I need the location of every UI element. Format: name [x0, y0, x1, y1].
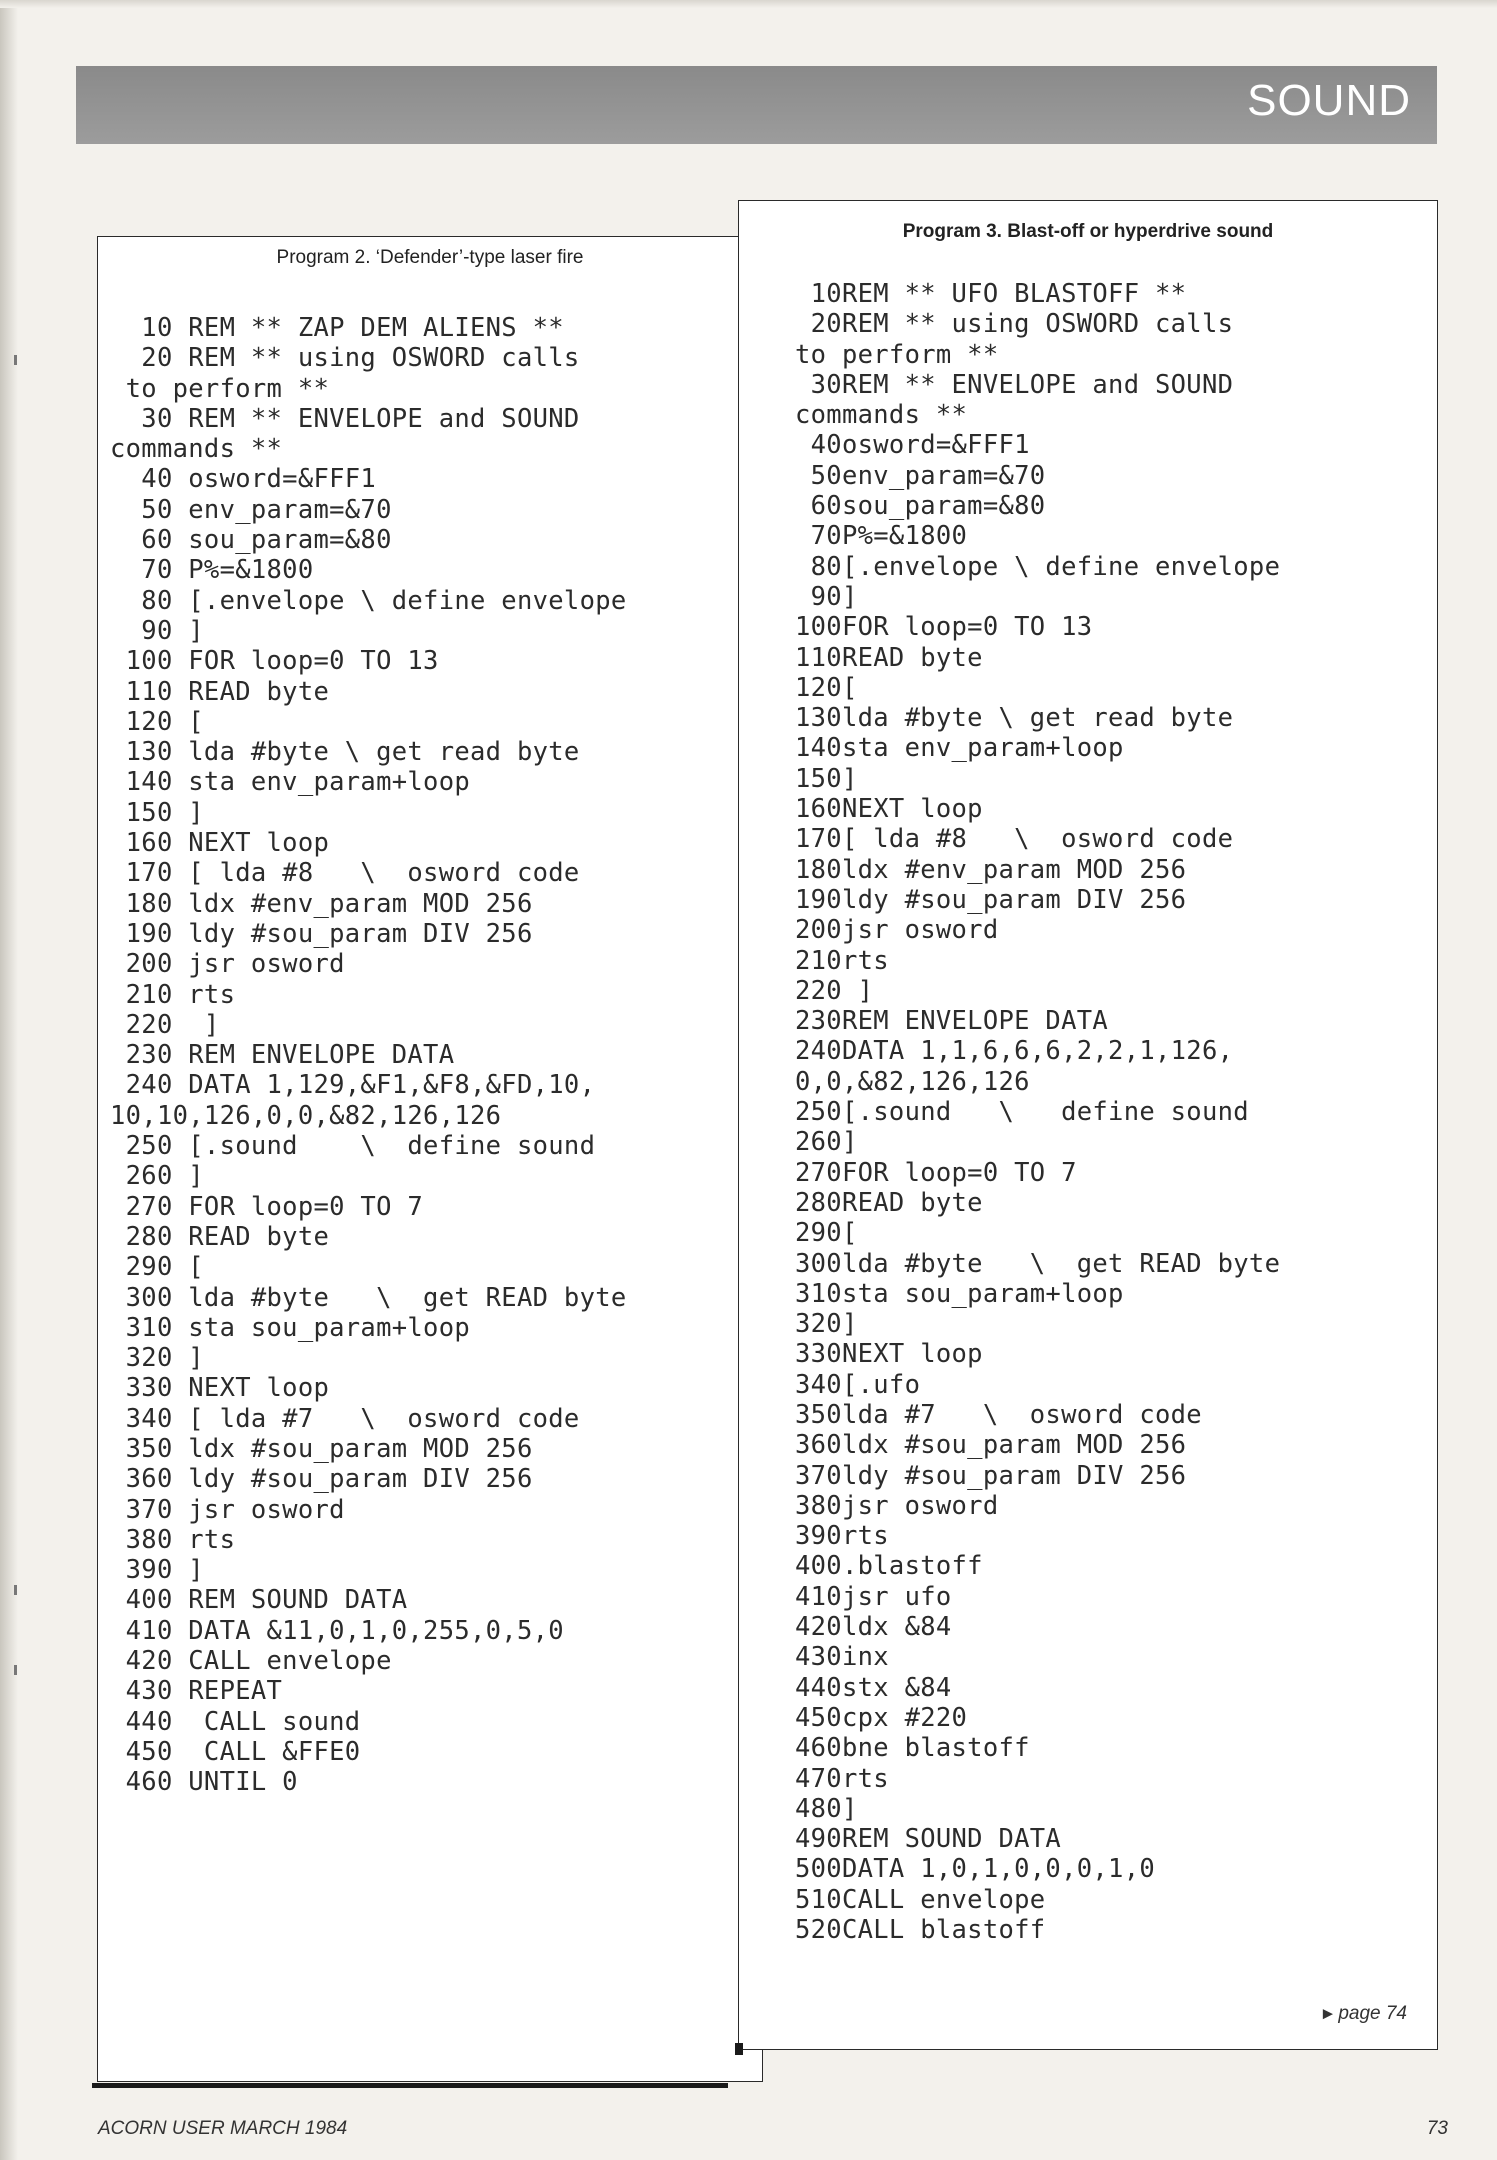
code-line: 60sou_param=&80: [795, 491, 1046, 522]
code-line: 380 rts: [110, 1524, 236, 1555]
code-line: 320 ]: [110, 1343, 204, 1374]
code-line: 420 CALL envelope: [110, 1646, 392, 1677]
code-line: 150]: [795, 763, 858, 794]
code-line: 30REM ** ENVELOPE and SOUND: [795, 369, 1234, 400]
section-title: SOUND: [1247, 76, 1411, 125]
program-2-code: [110, 313, 627, 1798]
code-line: 320]: [795, 1309, 858, 1340]
binding-gutter: [0, 0, 18, 2160]
code-line: 170 [ lda #8 \ osword code: [110, 858, 580, 889]
code-line: 70 P%=&1800: [110, 555, 314, 586]
code-line: 280READ byte: [795, 1187, 983, 1218]
code-line: 190 ldy #sou_param DIV 256: [110, 918, 533, 949]
code-line: commands **: [795, 400, 968, 431]
code-line: 160 NEXT loop: [110, 828, 330, 859]
code-line: 360ldx #sou_param MOD 256: [795, 1430, 1187, 1461]
triangle-pointer-icon: ►: [1319, 2004, 1337, 2023]
footer-publication: ACORN USER MARCH 1984: [98, 2118, 348, 2139]
code-line: 230REM ENVELOPE DATA: [795, 1006, 1109, 1037]
code-line: 0,0,&82,126,126: [795, 1066, 1030, 1097]
code-line: 270 FOR loop=0 TO 7: [110, 1191, 424, 1222]
margin-mark: [14, 355, 17, 365]
code-line: 390rts: [795, 1521, 889, 1552]
code-line: 470rts: [795, 1763, 889, 1794]
code-line: 40 osword=&FFF1: [110, 464, 377, 495]
code-line: 480]: [795, 1793, 858, 1824]
code-line: 90]: [795, 581, 858, 612]
code-line: 260]: [795, 1127, 858, 1158]
code-line: 300lda #byte \ get READ byte: [795, 1248, 1281, 1279]
code-line: 160NEXT loop: [795, 794, 983, 825]
code-line: 180 ldx #env_param MOD 256: [110, 888, 533, 919]
code-line: 410jsr ufo: [795, 1581, 952, 1612]
code-line: 200 jsr osword: [110, 949, 345, 980]
margin-mark: [14, 1665, 17, 1675]
code-line: 380jsr osword: [795, 1490, 999, 1521]
code-line: 440 CALL sound: [110, 1706, 361, 1737]
code-line: 330 NEXT loop: [110, 1373, 330, 1404]
code-line: 240 DATA 1,129,&F1,&F8,&FD,10,: [110, 1070, 596, 1101]
continued-label: page 74: [1338, 2003, 1407, 2024]
code-line: 450cpx #220: [795, 1702, 968, 1733]
code-line: 330NEXT loop: [795, 1339, 983, 1370]
code-line: 410 DATA &11,0,1,0,255,0,5,0: [110, 1615, 564, 1646]
code-line: 260 ]: [110, 1161, 204, 1192]
footer-page-number: 73: [1426, 2118, 1448, 2139]
box-shadow: [92, 2083, 728, 2088]
code-line: 150 ]: [110, 797, 204, 828]
box-shadow: [735, 2043, 743, 2055]
code-line: 220 ]: [795, 975, 874, 1006]
code-line: 240DATA 1,1,6,6,6,2,2,1,126,: [795, 1036, 1234, 1067]
code-line: 80 [.envelope \ define envelope: [110, 585, 627, 616]
code-line: 10REM ** UFO BLASTOFF **: [795, 279, 1187, 309]
code-line: 190ldy #sou_param DIV 256: [795, 884, 1187, 915]
code-line: 400.blastoff: [795, 1551, 983, 1582]
code-line: 210 rts: [110, 979, 236, 1010]
code-line: 50env_param=&70: [795, 460, 1046, 491]
code-line: 130lda #byte \ get read byte: [795, 703, 1234, 734]
code-line: 210rts: [795, 945, 889, 976]
code-line: 140 sta env_param+loop: [110, 767, 471, 798]
code-line: 40osword=&FFF1: [795, 430, 1030, 461]
code-line: 80[.envelope \ define envelope: [795, 551, 1281, 582]
code-line: 390 ]: [110, 1555, 204, 1586]
code-line: 270FOR loop=0 TO 7: [795, 1157, 1077, 1188]
code-line: 420ldx &84: [795, 1612, 952, 1643]
code-line: 100 FOR loop=0 TO 13: [110, 646, 439, 677]
program-3-code: [795, 279, 1280, 1945]
program-2-listing: [97, 236, 763, 2082]
code-line: 360 ldy #sou_param DIV 256: [110, 1464, 533, 1495]
code-line: 370 jsr osword: [110, 1494, 345, 1525]
code-line: 280 READ byte: [110, 1221, 330, 1252]
code-line: 440stx &84: [795, 1672, 952, 1703]
program-3-caption: Program 3. Blast-off or hyperdrive sound: [902, 221, 1274, 242]
code-line: to perform **: [795, 339, 999, 370]
continued-page-ref[interactable]: [1319, 2003, 1407, 2025]
code-line: 460bne blastoff: [795, 1733, 1030, 1764]
code-line: 450 CALL &FFE0: [110, 1736, 361, 1767]
code-line: 430 REPEAT: [110, 1676, 283, 1707]
section-header-bar: [76, 66, 1437, 144]
code-line: 100FOR loop=0 TO 13: [795, 612, 1093, 643]
code-line: 50 env_param=&70: [110, 494, 392, 525]
code-line: 140sta env_param+loop: [795, 733, 1124, 764]
program-3-listing: [738, 200, 1438, 2050]
code-line: 500DATA 1,0,1,0,0,0,1,0: [795, 1854, 1156, 1885]
code-line: 230 REM ENVELOPE DATA: [110, 1040, 455, 1071]
program-2-caption: Program 2. ‘Defender’-type laser fire: [276, 247, 584, 268]
code-line: 200jsr osword: [795, 915, 999, 946]
code-line: 250[.sound \ define sound: [795, 1097, 1249, 1128]
code-line: 310sta sou_param+loop: [795, 1278, 1124, 1309]
code-line: 490REM SOUND DATA: [795, 1824, 1062, 1855]
code-line: 220 ]: [110, 1009, 220, 1040]
margin-mark: [14, 1585, 17, 1595]
code-line: to perform **: [110, 373, 330, 404]
code-line: 350 ldx #sou_param MOD 256: [110, 1433, 533, 1464]
code-line: 460 UNTIL 0: [110, 1767, 298, 1798]
code-line: 60 sou_param=&80: [110, 525, 392, 556]
code-line: 300 lda #byte \ get READ byte: [110, 1282, 627, 1313]
code-line: 290[: [795, 1218, 858, 1249]
code-line: 90 ]: [110, 615, 204, 646]
code-line: 30 REM ** ENVELOPE and SOUND: [110, 403, 580, 434]
code-line: 180ldx #env_param MOD 256: [795, 854, 1187, 885]
code-line: 250 [.sound \ define sound: [110, 1131, 596, 1162]
code-line: 340[.ufo: [795, 1369, 921, 1400]
code-line: 110READ byte: [795, 642, 983, 673]
code-line: 70P%=&1800: [795, 521, 968, 552]
top-edge: [0, 0, 1497, 8]
code-line: 520CALL blastoff: [795, 1915, 1046, 1946]
code-line: 120[: [795, 672, 858, 703]
code-line: 110 READ byte: [110, 676, 330, 707]
code-line: 10,10,126,0,0,&82,126,126: [110, 1100, 502, 1131]
code-line: commands **: [110, 434, 283, 465]
code-line: 20 REM ** using OSWORD calls: [110, 343, 580, 374]
code-line: 510CALL envelope: [795, 1884, 1046, 1915]
code-line: 340 [ lda #7 \ osword code: [110, 1403, 580, 1434]
code-line: 370ldy #sou_param DIV 256: [795, 1460, 1187, 1491]
code-line: 400 REM SOUND DATA: [110, 1585, 408, 1616]
code-line: 20REM ** using OSWORD calls: [795, 309, 1234, 340]
code-line: 120 [: [110, 706, 204, 737]
code-line: 170[ lda #8 \ osword code: [795, 824, 1234, 855]
code-line: 130 lda #byte \ get read byte: [110, 737, 580, 768]
code-line: 310 sta sou_param+loop: [110, 1312, 471, 1343]
code-line: 430inx: [795, 1642, 889, 1673]
code-line: 10 REM ** ZAP DEM ALIENS **: [110, 313, 564, 343]
code-line: 290 [: [110, 1252, 204, 1283]
code-line: 350lda #7 \ osword code: [795, 1399, 1202, 1430]
